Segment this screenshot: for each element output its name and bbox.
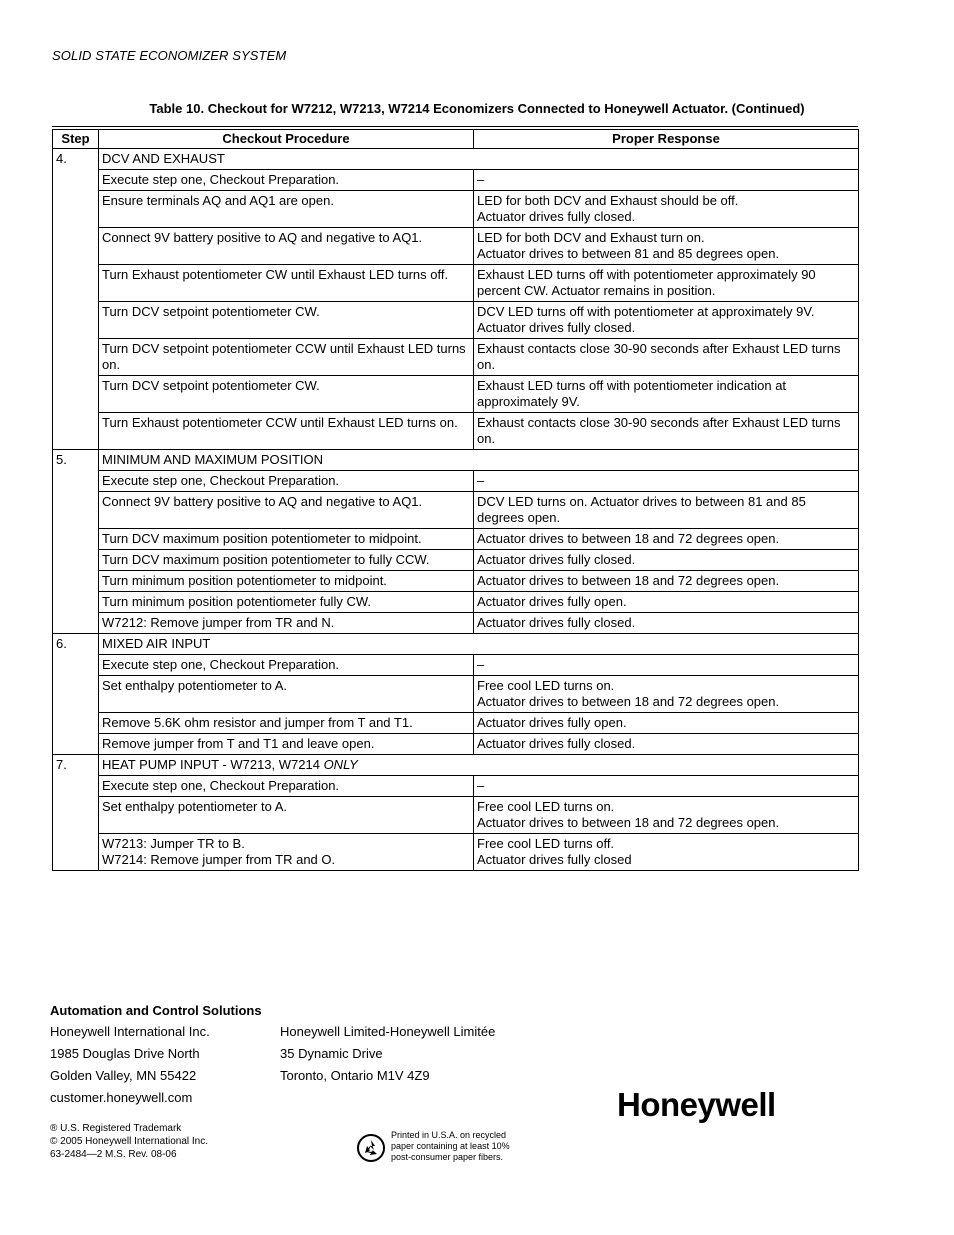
website-link[interactable]: customer.honeywell.com xyxy=(50,1090,193,1105)
copyright-note: © 2005 Honeywell International Inc. xyxy=(50,1136,209,1147)
response-cell xyxy=(474,713,859,734)
response-cell-line: Actuator drives fully open. xyxy=(477,715,627,730)
us-address-line: Golden Valley, MN 55422 xyxy=(50,1068,197,1083)
procedure-cell-line: Turn DCV maximum position potentiometer to midpoint. xyxy=(102,531,422,546)
recycled-note-line: Printed in U.S.A. on recycled xyxy=(391,1130,507,1140)
table-row xyxy=(53,655,859,676)
response-cell-line: Free cool LED turns on. xyxy=(477,678,615,693)
recycle-icon xyxy=(357,1134,385,1162)
response-cell-line: Actuator drives fully closed. xyxy=(477,320,636,335)
procedure-cell-line: Set enthalpy potentiometer to A. xyxy=(102,678,288,693)
response-cell-line: LED for both DCV and Exhaust turn on. xyxy=(477,230,705,245)
step-number: 5. xyxy=(53,450,99,634)
response-cell xyxy=(474,265,859,302)
response-cell-line: Actuator drives fully closed. xyxy=(477,209,636,224)
procedure-cell xyxy=(99,676,474,713)
response-cell-line: Exhaust contacts close 30-90 seconds after Exhaust LED turns on. xyxy=(477,341,841,372)
procedure-cell-line: Remove jumper from T and T1 and leave open. xyxy=(102,736,375,751)
table-row xyxy=(53,265,859,302)
response-cell xyxy=(474,302,859,339)
table-header-row xyxy=(53,130,859,149)
canada-address xyxy=(280,1021,495,1087)
procedure-cell-line: Turn Exhaust potentiometer CCW until Exhaust LED turns on. xyxy=(102,415,458,430)
response-cell xyxy=(474,339,859,376)
us-address-line: Honeywell International Inc. xyxy=(50,1024,210,1039)
response-cell-line: Exhaust contacts close 30-90 seconds after Exhaust LED turns on. xyxy=(477,415,841,446)
checkout-table xyxy=(52,129,859,871)
procedure-cell xyxy=(99,376,474,413)
step-number: 7. xyxy=(53,755,99,871)
response-cell xyxy=(474,571,859,592)
us-address-line: 1985 Douglas Drive North xyxy=(50,1046,200,1061)
step-heading-row xyxy=(53,634,859,655)
response-cell xyxy=(474,676,859,713)
checkout-table-wrapper xyxy=(52,126,858,871)
step-heading-text: MIXED AIR INPUT xyxy=(102,636,211,651)
step-heading-text: DCV AND EXHAUST xyxy=(102,151,225,166)
step-heading xyxy=(99,149,859,170)
step-number: 4. xyxy=(53,149,99,450)
response-cell xyxy=(474,834,859,871)
table-row xyxy=(53,797,859,834)
column-header-procedure: Checkout Procedure xyxy=(99,130,474,149)
procedure-cell xyxy=(99,550,474,571)
procedure-cell-line: Execute step one, Checkout Preparation. xyxy=(102,778,340,793)
step-heading-row xyxy=(53,149,859,170)
table-row xyxy=(53,339,859,376)
procedure-cell-line: Turn DCV setpoint potentiometer CW. xyxy=(102,304,320,319)
us-address xyxy=(50,1021,210,1109)
response-cell xyxy=(474,550,859,571)
table-title: Table 10. Checkout for W7212, W7213, W7214 Economizers Connected to Honeywell Actuator. (Continued) xyxy=(149,101,805,116)
procedure-cell-line: W7214: Remove jumper from TR and O. xyxy=(102,852,336,867)
response-cell-line: LED for both DCV and Exhaust should be off. xyxy=(477,193,739,208)
response-cell-line: – xyxy=(477,778,485,793)
response-cell-line: Actuator drives to between 18 and 72 degrees open. xyxy=(477,531,780,546)
procedure-cell xyxy=(99,592,474,613)
response-cell-line: DCV LED turns on. Actuator drives to between 81 and 85 degrees open. xyxy=(477,494,806,525)
table-row xyxy=(53,170,859,191)
procedure-cell-line: Turn minimum position potentiometer fully CW. xyxy=(102,594,372,609)
response-cell-line: – xyxy=(477,473,485,488)
procedure-cell-line: Turn DCV setpoint potentiometer CW. xyxy=(102,378,320,393)
table-row xyxy=(53,529,859,550)
response-cell-line: Actuator drives fully closed. xyxy=(477,736,636,751)
column-header-step: Step xyxy=(53,130,99,149)
procedure-cell-line: Execute step one, Checkout Preparation. xyxy=(102,657,340,672)
response-cell xyxy=(474,376,859,413)
response-cell-line: DCV LED turns off with potentiometer at approximately 9V. xyxy=(477,304,815,319)
procedure-cell xyxy=(99,655,474,676)
honeywell-logo: Honeywell xyxy=(617,1086,776,1123)
table-row xyxy=(53,713,859,734)
procedure-cell xyxy=(99,797,474,834)
procedure-cell xyxy=(99,339,474,376)
procedure-cell xyxy=(99,302,474,339)
response-cell-line: Actuator drives to between 81 and 85 degrees open. xyxy=(477,246,780,261)
response-cell-line: Actuator drives to between 18 and 72 degrees open. xyxy=(477,815,780,830)
procedure-cell xyxy=(99,776,474,797)
procedure-cell xyxy=(99,834,474,871)
running-title: SOLID STATE ECONOMIZER SYSTEM xyxy=(52,48,287,63)
response-cell-line: Actuator drives to between 18 and 72 degrees open. xyxy=(477,573,780,588)
step-heading xyxy=(99,634,859,655)
recycled-paper-note xyxy=(391,1130,510,1163)
table-row xyxy=(53,550,859,571)
procedure-cell-line: W7212: Remove jumper from TR and N. xyxy=(102,615,335,630)
procedure-cell xyxy=(99,413,474,450)
step-heading-emphasis: ONLY xyxy=(323,757,358,772)
table-row xyxy=(53,302,859,339)
response-cell-line: Free cool LED turns on. xyxy=(477,799,615,814)
company-division: Automation and Control Solutions xyxy=(50,1003,262,1018)
response-cell-line: Free cool LED turns off. xyxy=(477,836,615,851)
canada-address-line: Honeywell Limited-Honeywell Limitée xyxy=(280,1024,496,1039)
table-row xyxy=(53,492,859,529)
response-cell-line: Actuator drives fully open. xyxy=(477,594,627,609)
procedure-cell-line: Turn DCV setpoint potentiometer CCW until Exhaust LED turns on. xyxy=(102,341,466,372)
response-cell-line: – xyxy=(477,172,485,187)
table-row xyxy=(53,571,859,592)
step-number: 6. xyxy=(53,634,99,755)
table-row xyxy=(53,734,859,755)
procedure-cell-line: Turn minimum position potentiometer to midpoint. xyxy=(102,573,387,588)
response-cell xyxy=(474,170,859,191)
response-cell xyxy=(474,529,859,550)
procedure-cell xyxy=(99,734,474,755)
procedure-cell-line: Turn Exhaust potentiometer CW until Exhaust LED turns off. xyxy=(102,267,449,282)
procedure-cell xyxy=(99,170,474,191)
recycled-note-line: paper containing at least 10% xyxy=(391,1141,510,1151)
procedure-cell-line: Connect 9V battery positive to AQ and negative to AQ1. xyxy=(102,494,423,509)
response-cell-line: Actuator drives fully closed. xyxy=(477,552,636,567)
column-header-response: Proper Response xyxy=(474,130,859,149)
response-cell xyxy=(474,613,859,634)
response-cell xyxy=(474,413,859,450)
table-row xyxy=(53,191,859,228)
procedure-cell xyxy=(99,492,474,529)
response-cell xyxy=(474,734,859,755)
procedure-cell-line: Execute step one, Checkout Preparation. xyxy=(102,172,340,187)
procedure-cell xyxy=(99,471,474,492)
table-row xyxy=(53,376,859,413)
procedure-cell-line: Set enthalpy potentiometer to A. xyxy=(102,799,288,814)
procedure-cell-line: Turn DCV maximum position potentiometer to fully CCW. xyxy=(102,552,430,567)
table-row xyxy=(53,413,859,450)
procedure-cell xyxy=(99,571,474,592)
response-cell-line: Exhaust LED turns off with potentiometer approximately 90 percent CW. Actuator remains in position. xyxy=(477,267,816,298)
step-heading-text: MINIMUM AND MAXIMUM POSITION xyxy=(102,452,323,467)
response-cell-line: Actuator drives fully closed. xyxy=(477,615,636,630)
trademark-note: ® U.S. Registered Trademark xyxy=(50,1123,182,1134)
response-cell xyxy=(474,655,859,676)
table-row xyxy=(53,834,859,871)
table-row xyxy=(53,471,859,492)
step-heading xyxy=(99,755,859,776)
response-cell-line: – xyxy=(477,657,485,672)
response-cell-line: Actuator drives to between 18 and 72 degrees open. xyxy=(477,694,780,709)
canada-address-line: 35 Dynamic Drive xyxy=(280,1046,383,1061)
response-cell xyxy=(474,191,859,228)
procedure-cell xyxy=(99,265,474,302)
procedure-cell-line: Connect 9V battery positive to AQ and negative to AQ1. xyxy=(102,230,423,245)
response-cell-line: Actuator drives fully closed xyxy=(477,852,632,867)
response-cell xyxy=(474,471,859,492)
procedure-cell-line: Execute step one, Checkout Preparation. xyxy=(102,473,340,488)
step-heading-text: HEAT PUMP INPUT - W7213, W7214 xyxy=(102,757,324,772)
procedure-cell xyxy=(99,228,474,265)
table-row xyxy=(53,613,859,634)
response-cell xyxy=(474,592,859,613)
canada-address-line: Toronto, Ontario M1V 4Z9 xyxy=(280,1068,430,1083)
step-heading-row xyxy=(53,450,859,471)
response-cell-line: Exhaust LED turns off with potentiometer indication at approximately 9V. xyxy=(477,378,787,409)
step-heading xyxy=(99,450,859,471)
response-cell xyxy=(474,228,859,265)
table-row xyxy=(53,776,859,797)
table-row xyxy=(53,676,859,713)
procedure-cell xyxy=(99,713,474,734)
procedure-cell xyxy=(99,529,474,550)
fineprint xyxy=(50,1122,208,1161)
procedure-cell-line: W7213: Jumper TR to B. xyxy=(102,836,245,851)
response-cell xyxy=(474,797,859,834)
step-heading-row xyxy=(53,755,859,776)
document-number: 63-2484—2 M.S. Rev. 08-06 xyxy=(50,1149,177,1160)
procedure-cell xyxy=(99,613,474,634)
table-body xyxy=(53,149,859,871)
table-row xyxy=(53,228,859,265)
response-cell xyxy=(474,492,859,529)
recycled-note-line: post-consumer paper fibers. xyxy=(391,1152,504,1162)
procedure-cell-line: Ensure terminals AQ and AQ1 are open. xyxy=(102,193,334,208)
procedure-cell xyxy=(99,191,474,228)
procedure-cell-line: Remove 5.6K ohm resistor and jumper from T and T1. xyxy=(102,715,413,730)
table-row xyxy=(53,592,859,613)
response-cell xyxy=(474,776,859,797)
